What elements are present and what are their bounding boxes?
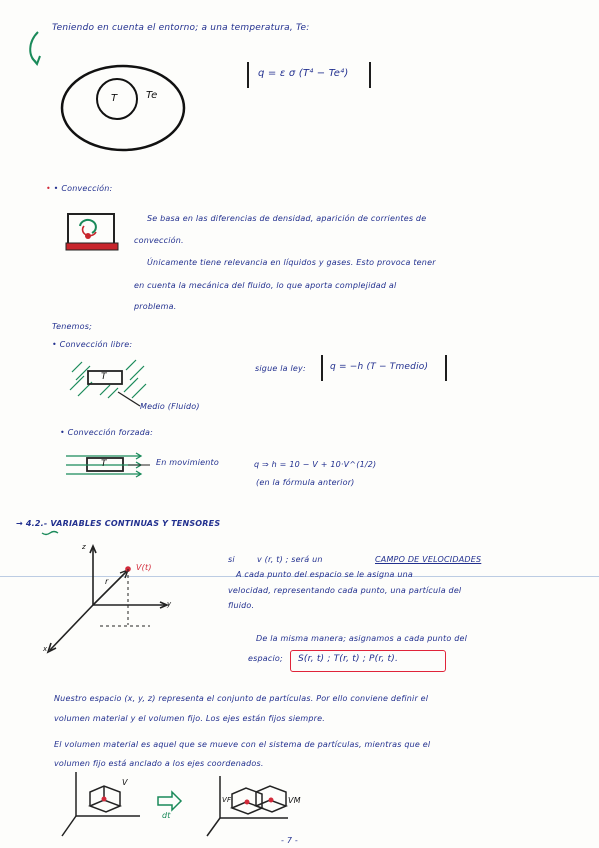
conv-text-2: convección. (134, 236, 184, 245)
r-label: r (105, 577, 109, 586)
heading-libre: • Convección libre: (52, 340, 133, 349)
axis-label-y: y (167, 600, 172, 608)
section-heading: → 4.2.- VARIABLES CONTINUAS Y TENSORES (16, 519, 221, 528)
tenemos: Tenemos; (52, 322, 92, 331)
bottom-line-2: volumen material y el volumen fijo. Los ejes están fijos siempre. (54, 714, 326, 723)
campo-line-3: fluido. (228, 601, 255, 610)
conv-text-4: en cuenta la mecánica del fluido, lo que aporta complejidad al (134, 281, 397, 290)
box-t-libre: T (101, 372, 107, 382)
circle-label-te: Te (146, 90, 158, 101)
axis-label-x: x (43, 645, 48, 653)
vol-label-dt: dt (162, 811, 171, 820)
conv-text-3: Únicamente tiene relevancia en líquidos y gases. Esto provoca tener (147, 258, 436, 267)
heading-forzada: • Convección forzada: (60, 428, 153, 437)
movimiento-label: En movimiento (156, 458, 219, 467)
vol-label-vm: VM (288, 796, 301, 805)
medio-label: Medio (Fluido) (140, 402, 200, 411)
conv-text-1: Se basa en las diferencias de densidad, aparición de corrientes de (147, 214, 427, 223)
vol-label-v: V (122, 778, 128, 787)
formula-forzada: q ⇒ h = 10 − V + 10·V^(1/2) (254, 460, 377, 469)
heading-conveccion: • • Convección: (46, 184, 113, 193)
axis-label-z: z (82, 543, 86, 551)
vector-label: V(t) (136, 563, 152, 572)
vol-label-vf: VF (222, 796, 232, 804)
conv-text-5: problema. (134, 302, 177, 311)
formula-newton: q = −h (T − Tmedio) (330, 362, 429, 372)
anterior-note: (en la fórmula anterior) (256, 478, 355, 487)
misma-manera: De la misma manera; asignamos a cada punto del (256, 634, 468, 643)
campo-velocidades: CAMPO DE VELOCIDADES (375, 555, 482, 564)
page-number: - 7 - (281, 836, 298, 845)
bottom-line-1: Nuestro espacio (x, y, z) representa el conjunto de partículas. Por ello conviene definir el (54, 694, 429, 703)
sigue-ley: sigue la ley: (255, 364, 306, 373)
bottom-line-3: El volumen material es aquel que se mueve con el sistema de partículas, mientras que el (54, 740, 431, 749)
espacio-label: espacio; (248, 654, 283, 663)
campo-text: v (r, t) ; será un (257, 555, 323, 564)
circle-label-t: T (111, 93, 118, 104)
fields-formula: S(r, t) ; T(r, t) ; P(r, t). (298, 654, 399, 664)
si-label: si (228, 555, 235, 564)
campo-line-2: velocidad, representando cada punto, una partícula del (228, 586, 462, 595)
box-t-forzada: T (101, 459, 107, 469)
campo-line-1: A cada punto del espacio se le asigna una (236, 570, 413, 579)
bottom-line-4: volumen fijo está anclado a los ejes coordenados. (54, 759, 264, 768)
intro-line: Teniendo en cuenta el entorno; a una temperatura, Te: (52, 23, 310, 33)
formula-radiation: q = ε σ (T⁴ − Te⁴) (258, 68, 349, 79)
